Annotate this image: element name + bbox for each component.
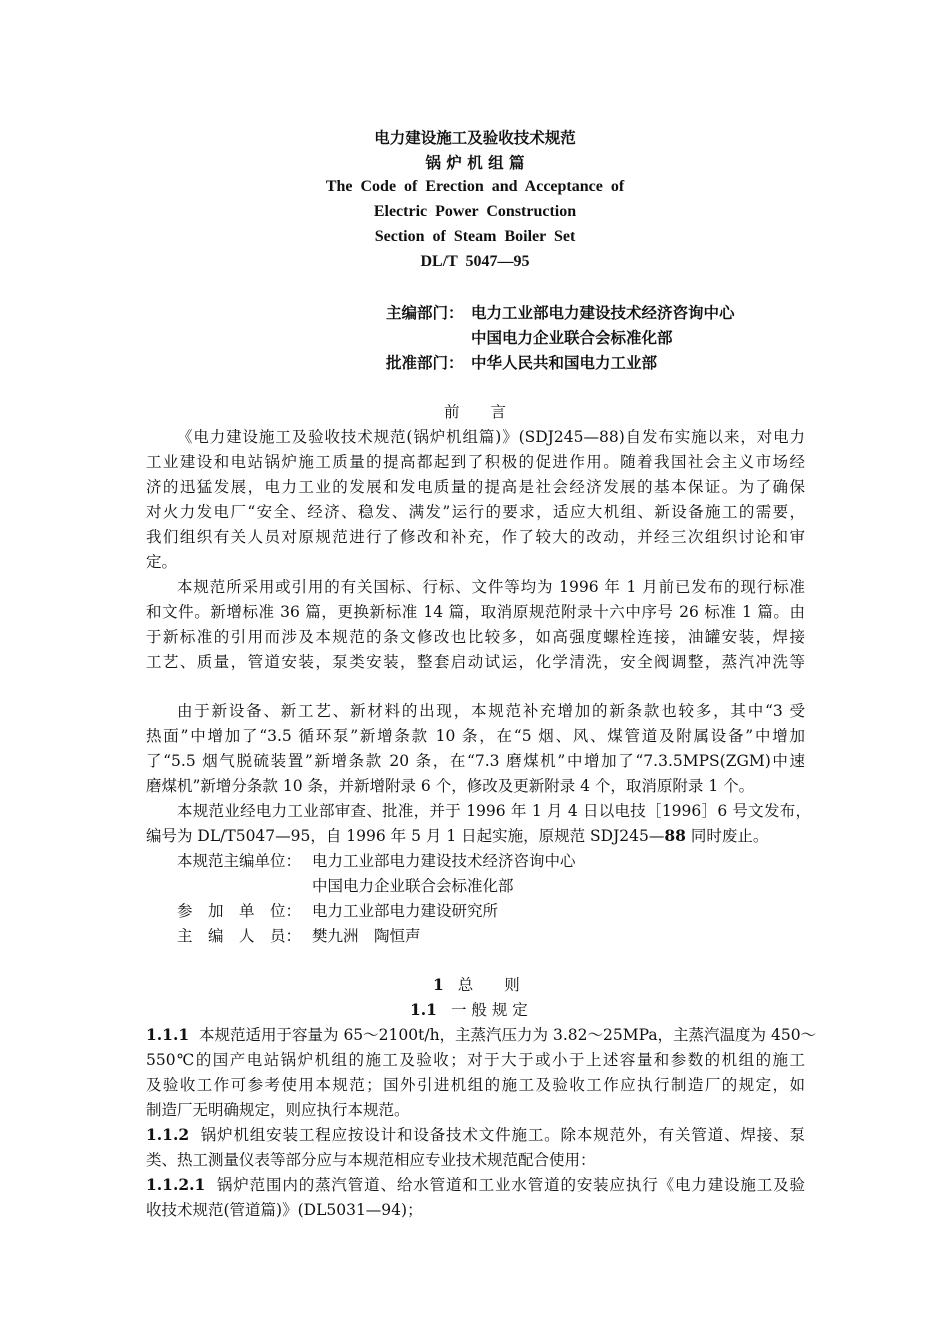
preface-p4-text: 同时废止。 [685, 827, 769, 845]
standard-code: DL/T 5047—95 [420, 253, 530, 270]
preface-heading: 前 言 [443, 403, 506, 421]
title-cn: 电力建设施工及验收技术规范 [374, 128, 576, 147]
clause-1-1-2-line [146, 1125, 805, 1145]
clause-1-1-1-line [146, 1025, 817, 1045]
title-en-line-1: The Code of Erection and Acceptance of [325, 178, 625, 195]
chapter-heading [433, 975, 520, 995]
editor-dept-label: 主编部门： [386, 303, 464, 322]
clause-1-1-1-line: 550℃的国产电站锅炉机组的施工及验收；对于大于或小于上述容量和参数的机组的施工 [146, 1051, 805, 1069]
chapter-title: 总 则 [457, 976, 520, 994]
preface-p4-line [146, 826, 768, 846]
preface-p2-line: 工艺、质量，管道安装，泵类安装，整套启动试运，化学清洗，安全阀调整，蒸汽冲洗等 [146, 653, 805, 671]
clause-text: 锅炉机组安装工程应按设计和设备技术文件施工。除本规范外，有关管道、焊接、泵 [200, 1126, 805, 1144]
approver-dept: 中华人民共和国电力工业部 [471, 353, 658, 372]
editor-dept-1: 电力工业部电力建设技术经济咨询中心 [471, 303, 735, 322]
clause-number: 1.1.1 [146, 1025, 190, 1044]
editor-dept-2: 中国电力企业联合会标准化部 [471, 328, 673, 347]
clause-text: 锅炉范围内的蒸汽管道、给水管道和工业水管道的安装应执行《电力建设施工及验 [216, 1176, 805, 1194]
preface-p1-line: 《电力建设施工及验收技术规范(锅炉机组篇)》(SDJ245—88)自发布实施以来，对电力 [177, 428, 805, 446]
title-en-line-3: Section of Steam Boiler Set [374, 228, 576, 245]
chapter-number: 1 [433, 975, 444, 994]
preface-p4-text: 编号为 DL/T5047—95，自 1996 年 5 月 1 日起实施，原规范 SDJ245— [146, 827, 665, 845]
preface-p1-line: 工业建设和电站锅炉施工质量的提高都起到了积极的促进作用。随着我国社会主义市场经 [146, 453, 805, 471]
participant-label: 参 加 单 位： [177, 902, 302, 920]
chief-unit-label: 本规范主编单位： [177, 852, 302, 870]
preface-p1-line: 定。 [146, 553, 178, 571]
section-number: 1.1 [410, 1000, 437, 1019]
preface-p4-line: 本规范业经电力工业部审查、批准，并于 1996 年 1 月 4 日以电技［1996］6 号文发布， [177, 802, 811, 820]
chief-unit-2: 中国电力企业联合会标准化部 [312, 877, 514, 895]
clause-number: 1.1.2 [146, 1125, 190, 1144]
editors-names: 樊九洲 陶恒声 [312, 927, 421, 945]
clause-1-1-2-line: 类、热工测量仪表等部分应与本规范相应专业技术规范配合使用： [146, 1151, 596, 1169]
chief-unit-1: 电力工业部电力建设技术经济咨询中心 [312, 852, 576, 870]
preface-p3-line: 由于新设备、新工艺、新材料的出现，本规范补充增加的新条款也较多，其中“3 受 [177, 702, 805, 720]
clause-number: 1.1.2.1 [146, 1175, 206, 1194]
clause-text: 本规范适用于容量为 65～2100t/h，主蒸汽压力为 3.82～25MPa，主蒸汽温度为 450～ [199, 1026, 817, 1044]
preface-p4-bold: 88 [664, 826, 686, 845]
preface-p1-line: 济的迅猛发展，电力工业的发展和发电质量的提高是社会经济发展的基本保证。为了确保 [146, 478, 805, 496]
preface-p3-line: 了“5.5 烟气脱硫装置”新增条款 20 条，在“7.3 磨煤机”中增加了“7.3.5MPS(ZGM)中速 [146, 752, 805, 770]
section-title: 一 般 规 定 [450, 1001, 528, 1019]
preface-p2-line: 于新标准的引用而涉及本规范的条文修改也比较多，如高强度螺栓连接，油罐安装，焊接 [146, 628, 805, 646]
preface-p2-line: 本规范所采用或引用的有关国标、行标、文件等均为 1996 年 1 月前已发布的现行标准 [177, 578, 805, 596]
clause-1-1-2-1-line: 收技术规范(管道篇)》(DL5031—94)； [146, 1201, 423, 1219]
subtitle-cn: 锅 炉 机 组 篇 [425, 153, 525, 172]
preface-p3-line: 磨煤机”新增分条款 10 条，并新增附录 6 个，修改及更新附录 4 个，取消原附录 1 个。 [146, 777, 755, 795]
clause-1-1-1-line: 及验收工作可参考使用本规范；国外引进机组的施工及验收工作应执行制造厂的规定，如 [146, 1076, 805, 1094]
preface-p1-line: 对火力发电厂“安全、经济、稳发、满发”运行的要求，适应大机组、新设备施工的需要， [146, 503, 805, 521]
clause-1-1-2-1-line [146, 1175, 805, 1195]
clause-1-1-1-line: 制造厂无明确规定，则应执行本规范。 [146, 1101, 410, 1119]
preface-p1-line: 我们组织有关人员对原规范进行了修改和补充，作了较大的改动，并经三次组织讨论和审 [146, 528, 805, 546]
participant-unit: 电力工业部电力建设研究所 [312, 902, 499, 920]
editors-label: 主 编 人 员： [177, 927, 302, 945]
section-heading [410, 1000, 528, 1020]
preface-p2-line: 和文件。新增标准 36 篇，更换新标准 14 篇，取消原规范附录十六中序号 26 标准 1 篇。由 [146, 603, 805, 621]
approver-dept-label: 批准部门： [386, 353, 464, 372]
preface-p3-line: 热面”中增加了“3.5 循环泵”新增条款 10 条，在“5 烟、风、煤管道及附属设备”中增加 [146, 727, 805, 745]
title-en-line-2: Electric Power Construction [373, 203, 577, 220]
